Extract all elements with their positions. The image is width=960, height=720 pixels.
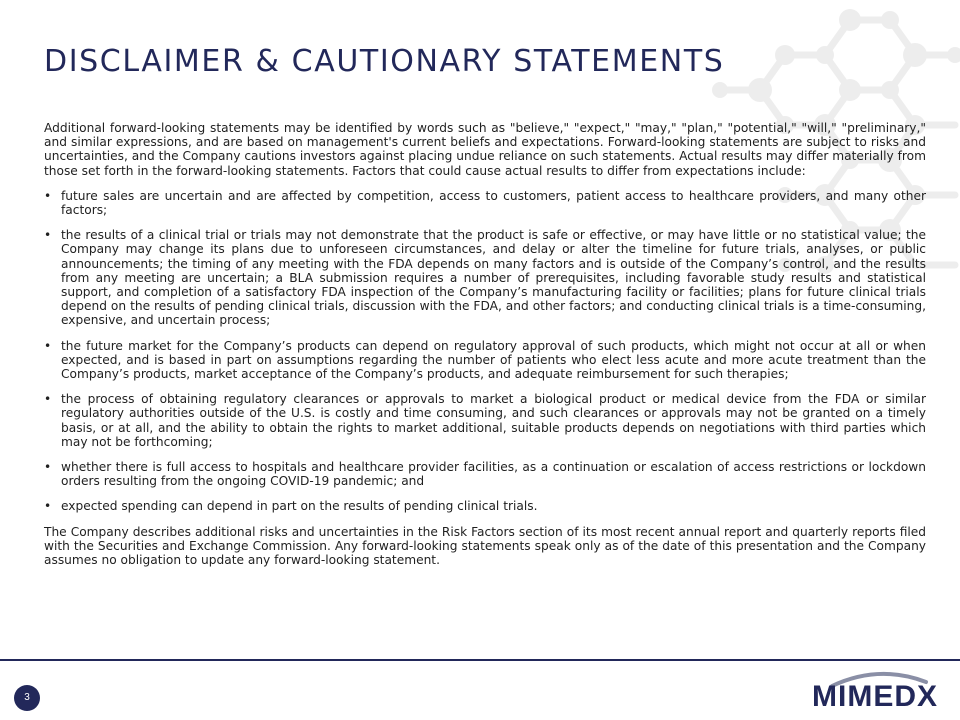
bullet-marker: • bbox=[44, 499, 52, 514]
list-item bbox=[44, 339, 926, 382]
list-item-text: future sales are uncertain and are affected by competition, access to customers, patient access to healthcare providers, and many other factors; bbox=[61, 188, 926, 218]
bullet-marker: • bbox=[44, 460, 52, 475]
list-item-text: whether there is full access to hospitals and healthcare provider facilities, as a continuation or escalation of access restrictions or lockdown orders resulting from the ongoing COVID-19 pandemic; and bbox=[61, 460, 926, 489]
bullet-marker: • bbox=[44, 228, 52, 243]
disclaimer-body bbox=[44, 121, 926, 578]
company-logo bbox=[812, 668, 946, 716]
page-title: DISCLAIMER & CAUTIONARY STATEMENTS bbox=[44, 44, 725, 79]
list-item-text: the future market for the Company’s products can depend on regulatory approval of such products, which might not occur at all or when expected, and is based in part on assumptions regarding the number of patients who elect less acute and more acute treatment than the Company’s products, market acceptance of the Company’s products, and adequate reimbursement for such therapies; bbox=[61, 338, 926, 382]
closing-paragraph: The Company describes additional risks and uncertainties in the Risk Factors section of its most recent annual report and quarterly reports filed with the Securities and Exchange Commission. Any forward-looking statements speak only as of the date of this presentation and the Company assumes no obligation to update any forward-looking statement. bbox=[44, 524, 926, 568]
bullet-marker: • bbox=[44, 392, 52, 407]
list-item-text: the results of a clinical trial or trials may not demonstrate that the product is safe or effective, or may have little or no statistical value; the Company may change its plans due to unforeseen circumstances, and delay or alter the timeline for future trials, analyses, or public announcements; the timing of any meeting with the FDA depends on many factors and is outside of the Company’s control, and the results from any meeting are uncertain; a BLA submission requires a number of prerequisites, including favorable study results and statistical support, and completion of a satisfactory FDA inspection of the Company’s manufacturing facility or facilities; plans for future clinical trials depend on the results of pending clinical trials, discussion with the FDA, and other factors; and conducting clinical trials is a time-consuming, expensive, and uncertain process; bbox=[61, 228, 926, 328]
page-number-badge: 3 bbox=[14, 685, 40, 711]
list-item bbox=[44, 189, 926, 217]
list-item-text: the process of obtaining regulatory clearances or approvals to market a biological product or medical device from the FDA or similar regulatory authorities outside of the U.S. is costly and time consuming, and such clearances or approvals may not be granted on a timely basis, or at all, and the ability to obtain the rights to market additional, suitable products depends on negotiations with third parties which may not be forthcoming; bbox=[61, 392, 926, 449]
list-item bbox=[44, 499, 926, 513]
list-item bbox=[44, 392, 926, 449]
list-item-text: expected spending can depend in part on the results of pending clinical trials. bbox=[61, 499, 538, 514]
bullet-marker: • bbox=[44, 188, 52, 203]
bullet-marker: • bbox=[44, 338, 52, 353]
list-item bbox=[44, 228, 926, 327]
intro-paragraph: Additional forward-looking statements may be identified by words such as "believe," "expect," "may," "plan," "potential," "will," "preliminary," and similar expressions, and are based on management's current beliefs and expectations. Forward-looking statements are subject to risks and uncertainties, and the Company cautions investors against placing undue reliance on such statements. Actual results may differ materially from those set forth in the forward-looking statements. Factors that could cause actual results to differ from expectations include: bbox=[44, 121, 926, 178]
logo-wordmark: MIMEDX bbox=[812, 680, 938, 713]
list-item bbox=[44, 460, 926, 488]
footer-divider bbox=[0, 659, 960, 661]
risk-factor-list bbox=[44, 189, 926, 514]
